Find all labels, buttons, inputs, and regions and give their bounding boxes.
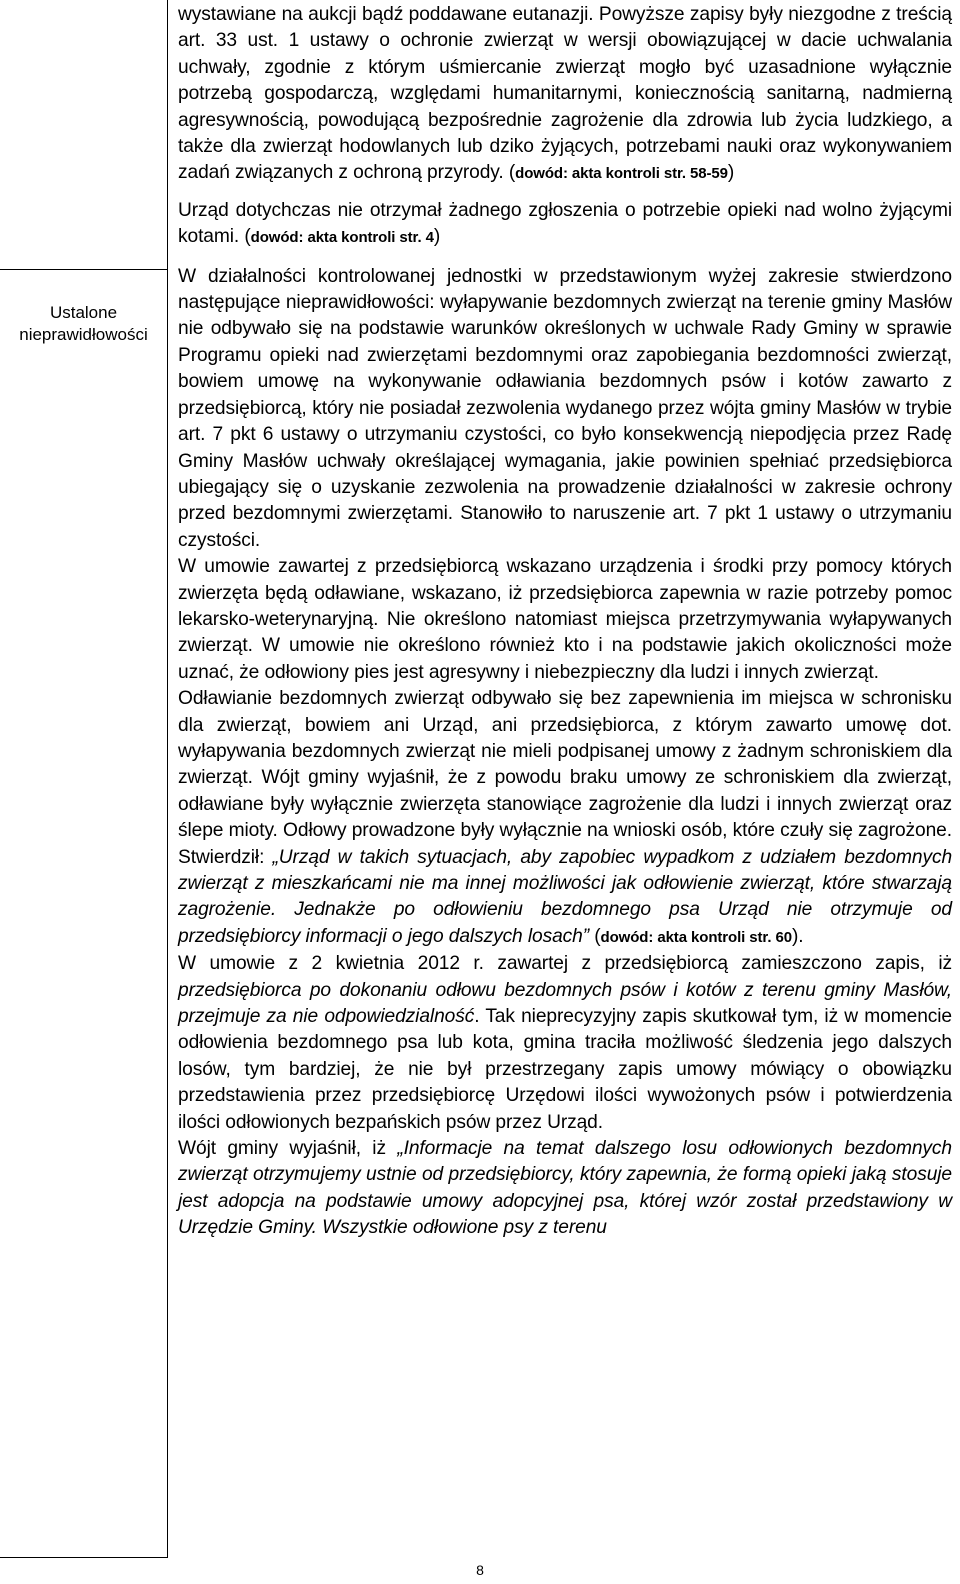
paragraph-text: ( — [589, 925, 601, 947]
paragraph-euthanasia — [178, 2, 952, 188]
content-column — [168, 0, 958, 1558]
evidence-reference: dowód: akta kontroli str. 4 — [250, 229, 434, 247]
paragraph-text: wystawiane na aukcji bądź poddawane eutanazji. Powyższe zapisy były niezgodne z treścią art. 33 ust. 1 ustawy o ochronie zwierząt w wersji obowiązującej w dacie uchwalania uchwały, zgodnie z którym uśmiercanie zwierząt mogło być uzasadnione wyłącznie potrzebą gospodarczą, względami humanitarnymi, koniecznością sanitarną, nadmierną agresywnością, powodującą bezpośrednie zagrożenie dla zdrowia lub życia ludzkiego, a także dla zwierząt hodowlanych lub dziko żyjących, potrzebami nauki oraz wykonywaniem zadań związanych z ochroną przyrody. ( — [178, 4, 952, 184]
paragraph-irregularities: W działalności kontrolowanej jednostki w przedstawionym wyżej zakresie stwierdzono następujące nieprawidłowości: wyłapywanie bezdomnych zwierząt na terenie gminy Masłów nie odbywało się na podstawie warunków określonych w uchwale Rady Gminy w sprawie Programu opieki nad zwierzętami bezdomnymi oraz zapobiegania bezdomności zwierząt, bowiem umowę na wykonywanie odławiania bezdomnych psów i kotów zawarto z przedsiębiorcą, który nie posiadał zezwolenia wydanego przez wójta gminy Masłów w trybie art. 7 pkt 6 ustawy o utrzymaniu czystości, co było konsekwencją niepodjęcia przez Radę Gminy Masłów uchwały określającej wymagania, jakie powinien spełniać przedsiębiorca ubiegający się o uzyskanie zezwolenia na prowadzenie działalności w zakresie ochrony przed bezdomnymi zwierzętami. Stanowiło to naruszenie art. 7 pkt 1 ustawy o utrzymaniu czystości. — [178, 265, 952, 551]
paragraph-cats — [178, 198, 952, 252]
paragraph-text: . Tak nieprecyzyjny zapis skutkował tym, iż w momencie odłowienia bezdomnego psa lub kota, gmina traciła możliwość śledzenia jego dalszych losów, tym bardziej, że nie był przestrzegany zapis umowy mówiący o obowiązku przedstawienia przez przedsiębiorcę Urzędowi ilości wywożonych psów i potwierdzenia ilości odłowionych bezpańskich psów przez Urząd. — [178, 1006, 952, 1133]
section-label-line2: nieprawidłowości — [19, 325, 148, 344]
quoted-clause: przedsiębiorca po dokonaniu odłowu bezdomnych psów i kotów z terenu gminy Masłów, przejmuje za nie odpowiedzialność — [178, 979, 952, 1028]
paragraph-text: Odławianie bezdomnych zwierząt odbywało się bez zapewnienia im miejsca w schronisku dla zwierząt, bowiem ani Urząd, ani przedsiębiorca, z którym zawarto umowę dot. wyłapywania bezdomnych zwierząt nie mieli podpisanej umowy z żadnym schroniskiem dla zwierząt. Wójt gminy wyjaśnił, że z powodu braku umowy ze schroniskiem dla zwierząt, odławiane były wyłącznie zwierzęta stanowiące zagrożenie dla ludzi i innych zwierząt oraz ślepe mioty. Odłowy prowadzone były wyłącznie na wnioski osób, które czuły się zagrożone. Stwierdził: — [178, 688, 952, 868]
paragraph-text-end: ) — [433, 226, 441, 248]
paragraph-shelter — [178, 686, 952, 951]
section-label — [0, 302, 167, 346]
label-column — [0, 0, 168, 1558]
paragraph-text: Urząd dotychczas nie otrzymał żadnego zgłoszenia o potrzebie opieki nad wolno żyjącymi kotami. ( — [178, 199, 952, 248]
paragraph-text: W umowie z 2 kwietnia 2012 r. zawartej z przedsiębiorcą zamieszczono zapis, iż — [178, 953, 952, 975]
paragraph-text-end: ). — [791, 925, 804, 947]
paragraph-text-end: ) — [727, 162, 735, 184]
paragraph-contract-2012 — [178, 951, 952, 1136]
paragraph-contract: W umowie zawartej z przedsiębiorcą wskazano urządzenia i środki przy pomocy których zwierzęta będą odławiane, wskazano, iż przedsiębiorca zapewnia w razie potrzeby pomoc lekarsko-weterynaryjną. Nie określono natomiast miejsca przetrzymywania wyłapywanych zwierząt. W umowie nie określono również kto i na podstawie jakich okoliczności może uznać, że odłowiony pies jest agresywny i niebezpieczny dla ludzi i innych zwierząt. — [178, 556, 952, 683]
page-number: 8 — [476, 1562, 484, 1578]
section-label-line1: Ustalone — [49, 303, 118, 322]
quoted-statement: „Informacje na temat dalszego losu odłowionych bezdomnych zwierząt otrzymujemy ustnie od przedsiębiorcy, który zapewnia, że formą opieki jaką stosuje jest adopcja na podstawie umowy adopcyjnej psa, której wzór został przedstawiony w Urzędzie Gminy. Wszystkie odłowione psy z terenu — [178, 1138, 952, 1239]
evidence-reference: dowód: akta kontroli str. 58-59 — [515, 165, 728, 183]
paragraph-mayor-explanation — [178, 1136, 952, 1242]
empty-label-cell — [0, 0, 167, 270]
evidence-reference: dowód: akta kontroli str. 60 — [600, 928, 792, 946]
quoted-statement: „Urząd w takich sytuacjach, aby zapobiec wypadkom z udziałem bezdomnych zwierząt z mieszkańcami nie ma innej możliwości jak odłowienie zwierząt, które stwarzają zagrożenie. Jednakże po odłowieniu bezdomnego psa Urząd nie otrzymuje od przedsiębiorcy informacji o jego dalszych losach” — [178, 846, 953, 947]
paragraph-text: Wójt gminy wyjaśnił, iż — [178, 1138, 398, 1160]
